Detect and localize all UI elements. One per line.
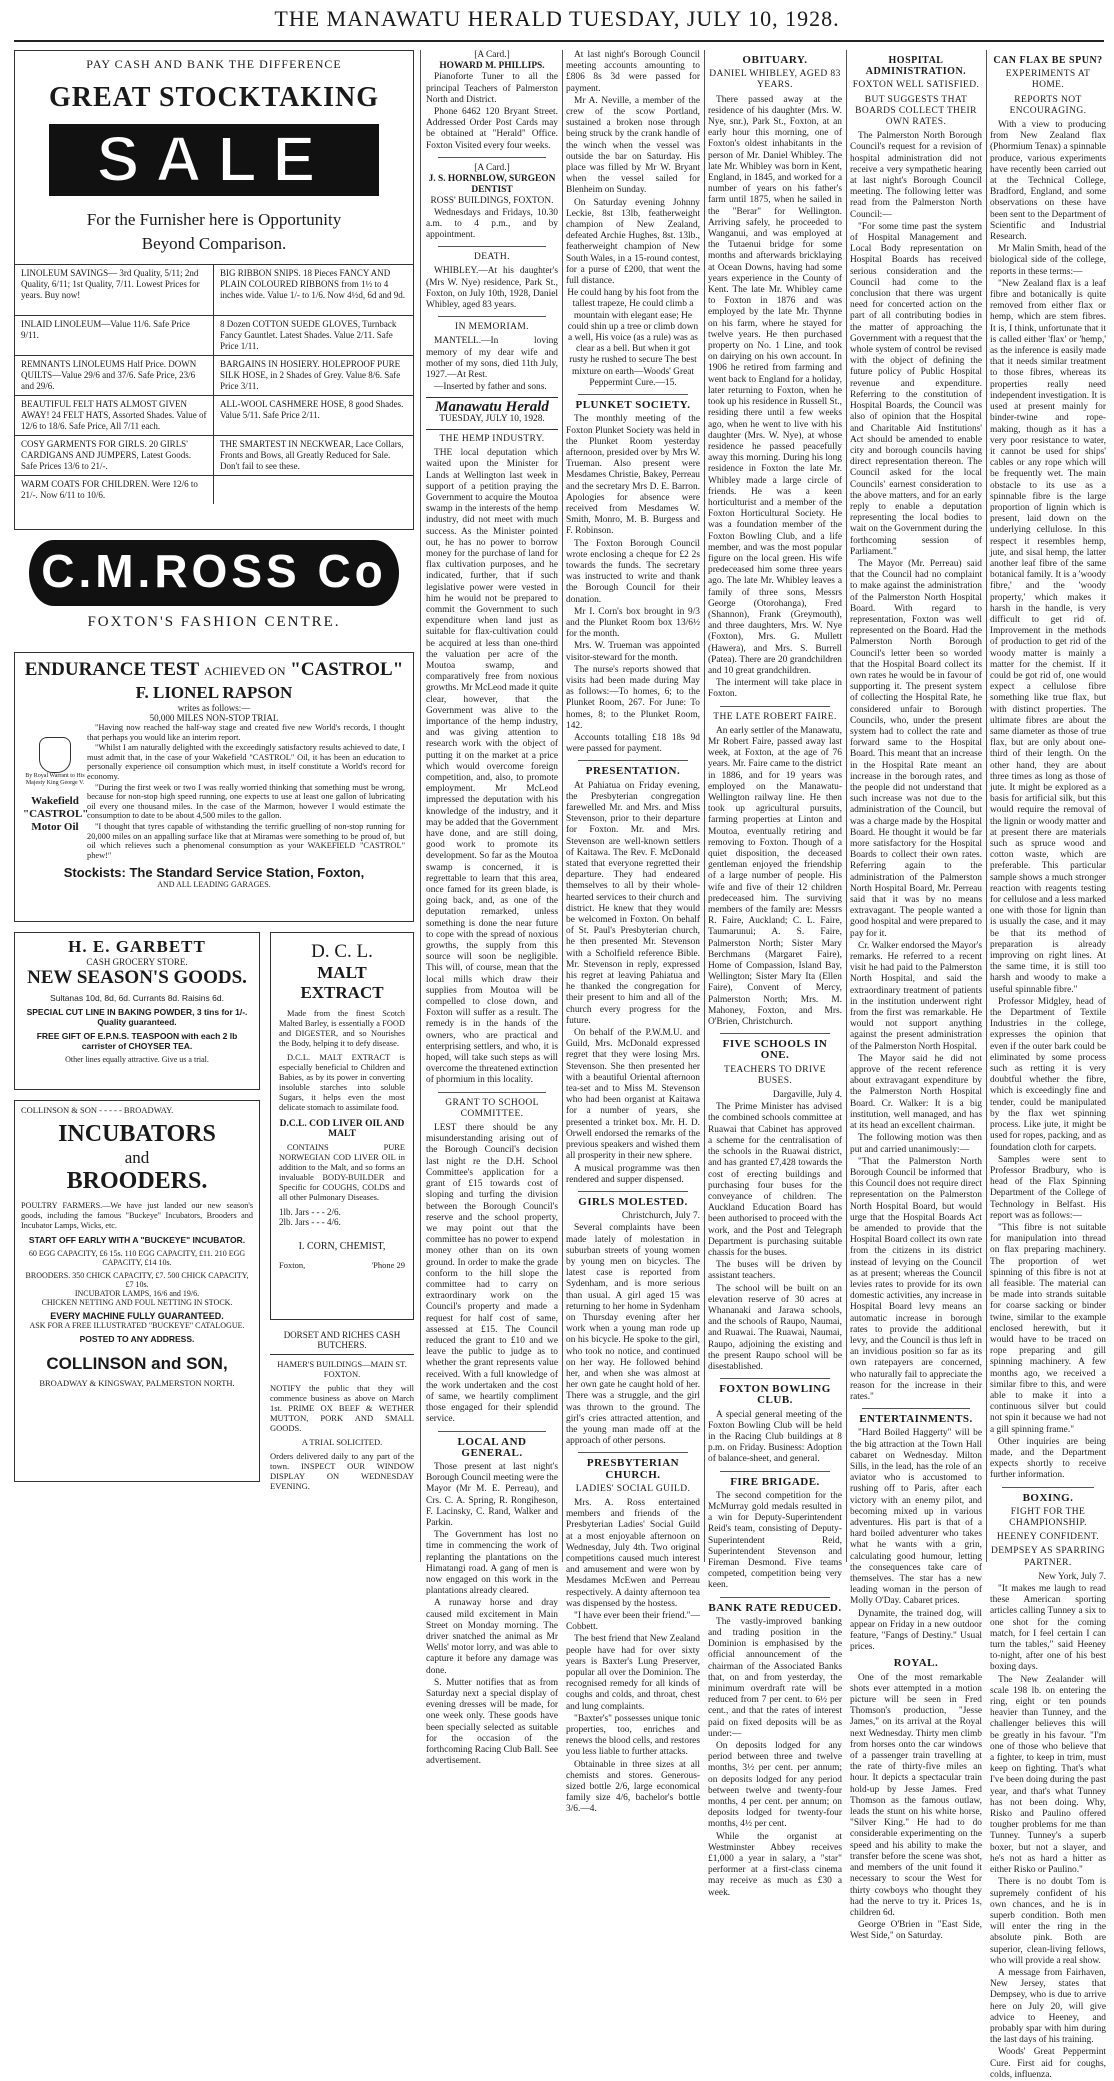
five-schools-sub: TEACHERS TO DRIVE BUSES. xyxy=(724,1064,826,1086)
sale-grid xyxy=(15,264,413,504)
girls-heading: GIRLS MOLESTED. xyxy=(578,1195,688,1208)
royal-p1: One of the most remarkable shots ever attempted in a motion picture will be seen in Fred Thomson's production, "Jesse James," on its arrival at the Royal next Wednesday. Thirty men climb from horses onto the car windows of a passenger train travelling at the rate of thirty-five miles an hour. It depicts a spectacular train hold-up by Jesse James. Fred Thomson as the famous outlaw, leads the stunt on his white horse, "Silver King." He had to do considerable experimenting on the speed and his ability to make the transfer before the scene was shot, and members of the unit found it necessary to scour the West for thirty cowboys who thought they had the nerve to try it. Prices 1s, children 6d. xyxy=(850,1672,982,1918)
castrol-writes: writes as follows:— xyxy=(177,703,251,713)
flax-p3: "New Zealand flax is a leaf fibre and botanically is quite removed from either flax or hemp, which are stem fibres. It is, I think, unfortunate that it is called either 'flax' or 'hemp,' as the inference is easily made that it needs similar treatment to those fibres, whereas its properties really need independent investigation. It is used at present mainly for binder-twine and rope-making, though as it has a very poor resistance to water, it cannot be used for ships' cables or any rope which will be frequently wet. The main obstacle to its use as a spinnable fibre is the large proportion of lignin which is present, laid down on the underlying cellulose. In this respect it resembles hemp, jute, and sisal hemp, the latter another leaf fibre of the same botanical family. It is a 'woody fibre,' and the 'woody property,' which makes it harsh in the handle, is very difficult to get rid of. Improvement in the methods of production to get rid of the woody matter is mainly a matter for the chemist. If it could be got rid of, one would expect a cellulose fibre something like true flax, but with distinct properties. The ultimate fibres are about the same diameter as those of true flax, but are only about one-third of their length. On the other hand, they are about three times as long as those of jute. It might be explored as a basis for artificial silk, but this would require the removal of the lignin or woody matter and at present there are materials such as spruce wood and cotton waste, which are preferable. This particular sample shows a much stronger reaction with reagents testing for cellulose and a less marked one with those for lignin than is usually the case, and it may be that its method of preparation is already improving on right lines. At the same time, it is still too harsh and woody to make a useful spinnable fibre." xyxy=(990,278,1106,995)
card2-head: [A Card.] xyxy=(474,162,510,173)
plunket-p6: Accounts totalling £18 18s 9d were passed for payment. xyxy=(566,732,700,755)
local-heading: LOCAL AND GENERAL. xyxy=(457,1435,527,1459)
castrol-p1: "Having now reached the half-way stage and created five new World's records, I thought that perhaps you would like an interim report. xyxy=(87,723,405,742)
girls-p1: Christchurch, July 7. xyxy=(621,1211,700,1222)
presb-p1: Mrs. A. Ross entertained members and friends of the Presbyterian Ladies' Social Guild at a most enjoyable afternoon on Wednesday, July 4th. Two original competitions caused much interest and amusement and were won by Mesdames McEwen and Perreau respectively. A dainty afternoon tea was dispensed by the hostess. xyxy=(566,1497,700,1609)
ross-ad xyxy=(14,540,414,644)
collinson-p8: ASK FOR A FREE ILLUSTRATED "BUCKEYE" CATALOGUE. xyxy=(29,1321,245,1330)
dcl-ad xyxy=(270,932,414,1320)
ladies-heading: LADIES' SOCIAL GUILD. xyxy=(575,1483,691,1494)
sale-ad xyxy=(14,50,414,530)
castrol-warrant: By Royal Warrant to His Majesty King George V. xyxy=(25,773,85,786)
garbett-l3: FREE GIFT OF E.P.N.S. TEASPOON with each 2 lb carrister of CHOYSER TEA. xyxy=(36,1031,238,1051)
dorset-trial: A TRIAL SOLICITED. xyxy=(301,1437,383,1447)
sale-furnisher: For the Furnisher here is Opportunity xyxy=(86,210,342,229)
castrol-h1c: "CASTROL" xyxy=(290,659,404,680)
entertainments-heading: ENTERTAINMENTS. xyxy=(859,1413,973,1426)
card2-text: Wednesdays and Fridays, 10.30 a.m. to 4 p.m., and by appointment. xyxy=(426,207,558,241)
garbett-name: H. E. GARBETT xyxy=(68,937,206,956)
sale-linoleum: LINOLEUM SAVINGS— 3rd Quality, 5/11; 2nd Quality, 6/11; 1st Quality, 7/11. Lowest Prices for years. Buy now! xyxy=(15,265,214,316)
collinson-p2: START OFF EARLY WITH A "BUCKEYE" INCUBATOR. xyxy=(28,1235,246,1245)
collinson-big1: INCUBATORS xyxy=(58,1121,216,1147)
column-ads xyxy=(14,50,414,1562)
dcl-phone: 'Phone 29 xyxy=(371,1260,405,1270)
column-4 xyxy=(566,50,700,1815)
collinson-p1: POULTRY FARMERS.—We have just landed our new season's goods, including the famous "Buckeye" Incubators, Brooders and Incubator Lamps, Wicks, etc. xyxy=(21,1201,253,1230)
hospital-heading: HOSPITAL ADMINISTRATION. xyxy=(865,55,967,78)
sale-gloves: 8 Dozen COTTON SUEDE GLOVES, Turnback Fancy Gauntlet. Latest Shades. Value 2/11. Safe Price 1/11. xyxy=(214,316,413,356)
sale-neckwear: THE SMARTEST IN NECKWEAR, Lace Collars, Fronts and Bows, all Greatly Reduced for Sale. Don't fail to see these. xyxy=(214,436,413,476)
flax-p7: Other inquiries are being made, and the Department expects shortly to receive further information. xyxy=(990,1436,1106,1481)
presb-p5: Obtainable in three sizes at all chemists and stores. Generous-sized bottle 2/6, large economical family size 4/6, bachelor's bottle 3/6.—4. xyxy=(566,1759,700,1815)
column-6 xyxy=(850,50,983,1942)
plunket-p5: The nurse's reports showed that visits had been made during May as follows:—To homes, 6; to the Plunket Room, 267. For June: To homes, 8; to the Plunket Room, 142. xyxy=(566,664,700,731)
garbett-l4: Other lines equally attractive. Give us a trial. xyxy=(65,1055,209,1064)
card2-name: J. S. HORNBLOW, SURGEON DENTIST xyxy=(428,174,556,196)
herald-date: TUESDAY, JULY 10, 1928. xyxy=(439,413,545,424)
card1-contact: Phone 6462 120 Bryant Street. Addressed Order Post Cards may be obtained at "Herald" Office. Foxton Visited every four weeks. xyxy=(426,107,558,151)
fire-p1: The second competition for the McMurray gold medals resulted in a win for Deputy-Superintendent Reid's team, consisting of Deputy-Superintendent Reid, Superintendent Stevenson and Fireman Desmond. Five teams competed, competition being very keen. xyxy=(708,1490,842,1591)
boxing-p4: There is no doubt Tom is supremely confident of his own chances, and he is in superb condition. Both men will enter the ring in the absolute pink. Both are superior, clean-living fellows, who will provide a real show. xyxy=(990,1877,1106,1966)
sale-beyond: Beyond Comparison. xyxy=(141,234,287,253)
grant-heading: GRANT TO SCHOOL COMMITTEE. xyxy=(445,1097,539,1119)
ross-sub: FOXTON'S FASHION CENTRE. xyxy=(87,614,341,630)
dcl-p1: Made from the finest Scotch Malted Barley, is essentially a FOOD and DIGESTER, and so Nourishes the Body, helping it to defy disease. xyxy=(279,1009,405,1048)
death-heading: DEATH. xyxy=(474,252,510,263)
presentation-p1: At Pahiatua on Friday evening, the Presbyterian congregation farewelled Mr. and Mrs. and Miss Stevenson, prior to their departure for Foxton. Mr. and Mrs. Stevenson are well-known settlers of Kaitawa. The Rev. F. McDonald stated that everyone regretted their departure. They had endeared themselves to all by their whole-hearted services to their church and district. He knew that they would be welcomed in Foxton. On behalf of St. Paul's Presbyterian church, he then presented Mr. Stevenson with a Scholfield reference Bible. Mr. Stevenson in reply, expressed his regret at leaving Pahiatua and he thanked the congregation for their present to him and all of the church every progress for the future. xyxy=(566,780,700,1026)
presentation-heading: PRESENTATION. xyxy=(585,765,681,778)
collinson-p5: INCUBATOR LAMPS, 16/6 and 19/6. xyxy=(74,1289,200,1298)
plunket-p2: The Foxton Borough Council wrote enclosing a cheque for £2 2s towards the funds. The secretary was instructed to write and thank the Borough Council for their donation. xyxy=(566,538,700,605)
obituary-sub: DANIEL WHIBLEY, AGED 83 YEARS. xyxy=(709,69,841,91)
plunket-p3: Mr I. Corn's box brought in 9/3 and the Plunket Room box 13/6½ for the month. xyxy=(566,606,700,640)
hospital-p4: Cr. Walker endorsed the Mayor's remarks. He referred to a recent visit he had paid to the Palmerston North Hospital, and said the extraordinary treatment of patients in the institution underwent right from the first was remarkable. He would not support anything against the present administration of the Palmerston North Hospital. xyxy=(850,940,982,1052)
hemp-text: THE local deputation which waited upon the Minister for Lands at Wellington last week in support of a petition praying the Government to acquire the Moutoa swamp in the interests of the hemp industry, did not meet with much success. As the Minister pointed out, he has no power to borrow money for the purchase of land for flax cultivation purposes, and he indicated, further, that if such legislative power were vested in him he would not be prepared to commit the Government to such expenditure when land just as suitable for flax-cultivation could be acquired at less than one-third the valuation per acre of the Moutoa swamp, and comparatively free from noxious growths. Mr McLeod made it quite clear, however, that the Government was alive to the importance of the hemp industry, and was giving attention to research work with the object of putting it on the market at a price which would overcome foreign competition, and, also, to promote employment. Mr McLeod impressed the deputation with his knowledge of the industry, and it may be added that the Government have done, and are still doing, good work to promote its development. So far as the Moutoa swamp is concerned, it is regrettable to learn that this area, once famed for its green blade, is going back, and, as one of the deputation remarked, unless something is done the near future to cope with the spread of noxious growths, the supply from this source will soon be negligible. This will, of course, mean that the local mills which draw their supplies from Moutoa will be compelled to close down, and Foxton will suffer as a result. The remedy is in the hands of the owners, who are practical and enterprising settlers, and who, it is hoped, will take such steps as will overcome the threatened extinction of phormium in this locality. xyxy=(426,448,558,1086)
hospital-p7: "That the Palmerston North Borough Council be informed that this Council does not require direct representation on the Palmerston North Hospital Board, but would urge that the Hospital Boards Act be amended to provide that the Hospital Board collect its own rate from the citizens in its district instead of levying on the Council as at present; whereas the Council levies rates to provide for its own domestic activities, any increase in Hospital Board levy means an automatic increase in borough rates to provide the additional levy, and the Council is thus left in an invidious position so far as its own ratepayers are concerned, who naturally fail to appreciate the reason for the increase in their rates." xyxy=(850,1156,983,1402)
collinson-p6: CHICKEN NETTING AND FOUL NETTING IN STOCK. xyxy=(41,1298,233,1307)
presentation-p2: On behalf of the P.W.M.U. and Guild, Mrs. McDonald expressed regret that they were losing Mrs. Stevenson. She then presented her with a beautiful Oriental afternoon tea-set and to Miss M. Stevenson who had been organist at Kaitawa for a number of years, she presented a trinket box. Mr. H. D. Orwell endorsed the remarks of the previous speakers and wished them all prosperity in their new sphere. xyxy=(566,1028,700,1162)
dorset-ad xyxy=(270,1330,414,1491)
card2-address: ROSS' BUILDINGS, FOXTON. xyxy=(430,196,554,207)
c4-p2: Mr A. Neville, a member of the crew of the scow Portland, sustained a broken nose through being struck by the crank handle of the winch when the vessel was outside the bar on Saturday. His place was filled by Mr W. Bryant when the vessel sailed for Blenheim on Sunday. xyxy=(566,95,700,196)
flax-heading: CAN FLAX BE SPUN? xyxy=(993,55,1103,66)
plunket-heading: PLUNKET SOCIETY. xyxy=(575,399,691,412)
castrol-brand-block xyxy=(23,723,87,861)
castrol-headline xyxy=(23,659,405,681)
hospital-p1: The Palmerston North Borough Council's request for a revision of hospital administration did not receive a very sympathetic hearing at last night's Borough Council meeting. The following letter was read from the Palmerston North Council:— xyxy=(850,131,982,220)
boxing-p5: A message from Fairhaven, New Jersey, states that Dempsey, who is due to arrive here on July 20, will give advice to Heeney, and probably spar with him during the last days of his training. xyxy=(990,1967,1106,2046)
five-p4: The school will be built on an elevation reserve of 30 acres at Whananaki and Jarawa schools, and the schools of Raupo, Naumai, and Ruawai. The Ruawai, Naumai, Raupo, adjoining the existing and the present Raupo school will be disestablished. xyxy=(708,1283,842,1372)
crest-icon xyxy=(39,737,71,773)
local-p1: Those present at last night's Borough Council meeting were the Mayor (Mr M. E. Perreau), and Crs. C. A. Spring, R. Rongiheson, F. Lacinsky, C. Rand, Walker and Parkin. xyxy=(426,1461,558,1528)
dorset-p1: NOTIFY the public that they will commence business as above on March 1st. PRIME OX BEEF & WETHER MUTTON, PORK AND SMALL GOODS. xyxy=(270,1383,414,1433)
card1-text: Pianoforte Tuner to all the principal Teachers of Palmerston North and District. xyxy=(426,72,558,105)
garbett-l2: SPECIAL CUT LINE IN BAKING POWDER, 3 tins for 1/-. Quality guaranteed. xyxy=(26,1007,248,1027)
bank-p1: The vastly-improved banking and trading position in the Dominion is emphasised by the official announcement of the chairman of the Associated Banks that, on and from yesterday, the minimum overdraft rate will be reduced from 7 per cent. to 6½ per cent., and that the rates of interest paid on fixed deposits will be as under:— xyxy=(708,1616,842,1739)
column-divider xyxy=(704,50,705,1562)
column-7 xyxy=(990,50,1106,2080)
sale-top: PAY CASH AND BANK THE DIFFERENCE xyxy=(86,57,342,71)
garbett-big: NEW SEASON'S GOODS. xyxy=(27,967,247,988)
castrol-p4: "I thought that tyres capable of withstanding the terrific gruelling of non-stop running for 20,000 miles on an appalling surface like that at Miramas were something to be proud of, but oil which relieves such a phenomenal consumption as your WAKEFIELD "CASTROL" phew!" xyxy=(87,821,405,860)
dcl-h2: D.C.L. COD LIVER OIL AND MALT xyxy=(279,1119,405,1139)
c4-p3: On Saturday evening Johnny Leckie, 8st 13lb, featherweight champion of New Zealand, defeated Archie Hughes, 8st. 13lb., featherweight champion of New South Wales, in a 15-round contest, for a purse of £200, that went the full distance. xyxy=(566,197,700,287)
flax-p5: Samples were sent to Professor Bradbury, who is head of the Flax Spinning Department of the College of Technology in Belfast. His report was as follows:— xyxy=(990,1154,1106,1221)
sale-cashmere: ALL-WOOL CASHMERE HOSE, 8 good Shades. Value 5/11. Safe Price 2/11. xyxy=(214,396,413,436)
boxing-p2: "It makes me laugh to read these American sporting articles calling Tunney a six to one shot for the coming match, for I feel certain I can turn the tables," said Heeney to-night, after one of his best boxing days. xyxy=(990,1584,1106,1673)
presbyterian-heading: PRESBYTERIAN CHURCH. xyxy=(586,1457,680,1481)
castrol-h1b: ACHIEVED ON xyxy=(203,664,286,678)
flax-p6: "This fibre is not suitable for manipulation into thread on flax preparing machinery. The proportion of wet spinning of this fibre is not at all feasible. The material can be made into strands suitable for coarse sacking or binder twine, similar to the example enclosed herewith, but it would have to be traced on rope preparing and gill spinning machinery. A few months ago, we received a similar fibre to this, and were able to make it into a continuous silver but could not spin it because we had not a gill spinning frame." xyxy=(990,1222,1106,1435)
five-p3: The buses will be driven by assistant teachers. xyxy=(708,1260,842,1282)
castrol-brand: Wakefield "CASTROL" Motor Oil xyxy=(23,795,89,833)
obituary-heading: OBITUARY. xyxy=(742,54,808,66)
memoriam-text: MANTELL.—In loving memory of my dear wife and mother of my sons, died 11th July, 1927.—At Rest. xyxy=(426,336,558,381)
bank-p3: While the organist at Westminster Abbey receives £1,000 a year in salary, a "star" performer at a first-class cinema may receive as much as £30 a week. xyxy=(708,1831,842,1898)
sale-coats: WARM COATS FOR CHILDREN. Were 12/6 to 21/-. Now 6/11 to 10/6. xyxy=(15,476,214,504)
castrol-p2: "Whilst I am naturally delighted with the exceedingly satisfactory results achieved to date, I must admit that, in the case of your Wakefield "CASTROL" Oil, it has been an education to personally experience oil consumption which must, in itself constitute a World's record for economy. xyxy=(87,743,405,781)
castrol-garages: AND ALL LEADING GARAGES. xyxy=(157,880,271,890)
collinson-p3: 60 EGG CAPACITY, £6 15s. 110 EGG CAPACITY, £11. 210 EGG CAPACITY, £14 10s. xyxy=(28,1249,246,1267)
dcl-t2: MALT EXTRACT xyxy=(300,963,384,1002)
masthead-rule xyxy=(14,40,1104,42)
sale-hosiery: BARGAINS IN HOSIERY. HOLEPROOF PURE SILK HOSE, in 2 Shades of Grey. Value 8/6. Safe Price 3/11. xyxy=(214,356,413,396)
faire-heading: THE LATE ROBERT FAIRE. xyxy=(713,711,837,722)
dcl-p3: CONTAINS PURE NORWEGIAN COD LIVER OIL in addition to the Malt, and so forms an invaluable BODY-BUILDER and Specific for COUGHS, COLDS and all other Pulmonary Diseases. xyxy=(279,1143,405,1202)
five-p1: Dargaville, July 4. xyxy=(772,1090,842,1101)
masthead: THE MANAWATU HERALD TUESDAY, JULY 10, 1928. xyxy=(274,6,840,31)
local-p2: The Government has lost no time in commencing the work of replanting the plantations on the Himatangi road. A gang of men is now engaged on this work in the plantations already cleared. xyxy=(426,1530,558,1597)
hospital-p3: The Mayor (Mr. Perreau) said that the Council had no complaint to make against the administration of the Palmerston North Hospital Board. With regard to representation, Foxton was well represented on the Board. Had the Palmerston North Borough Council's letter been so worded that the Hospital Board collect its own rates he would be in favour of supporting it. The present system of collecting the Hospital Rate, he considered unfair to Borough Councils, who, under the present system had to collect the rate and forward same to the Hospital Board. This meant that an increase in the Hospital Rate meant an increase in the borough rates, and the people did not understand that such increase was not due to the administration of the Council, but was a charge made by the Hospital Board. He thought it would be far more satisfactory for the Hospital Boards to collect their own rates. Referring again to the administration of the Palmerston North Hospital Board, Mr. Perreau said that it was by no means extravagant. The people wanted a good hospital and were prepared to pay for it. xyxy=(850,558,982,939)
ross-logo-text: C.M.ROSS Co xyxy=(41,545,387,597)
royal-p2: George O'Brien in "East Side, West Side," on Saturday. xyxy=(850,1920,982,1942)
local-p4: S. Mutter notifies that as from Saturday next a special display of evening dresses will be made, for one week only. These goods have been specially selected as suitable for the occasion of the forthcoming Racing Club Ball. See advertisement. xyxy=(426,1677,559,1767)
garbett-sub: CASH GROCERY STORE. xyxy=(86,957,188,967)
herald-nameplate: Manawatu Herald xyxy=(435,399,549,416)
death-text: WHIBLEY.—At his daughter's (Mrs W. Nye) residence, Park St., Foxton, on July 10th, 1928, Daniel Whibley, aged 83 years. xyxy=(426,266,558,311)
column-divider xyxy=(562,50,563,1562)
hospital-sub2: BUT SUGGESTS THAT BOARDS COLLECT THEIR OWN RATES. xyxy=(855,94,977,128)
column-5 xyxy=(708,50,842,1898)
grant-text: LEST there should be any misunderstanding arising out of the Borough Council's decision last night re the D.H. School Committee's application for a grant of £15 towards cost of sloping and turfing the division between the Borough Council's reserve and the school property, we may point out that the committee has no power to expend money other than on its own ground. In order to make the grade conform to the hill slope the committee had to carry on extraordinary work on the Council's property and made a request for half cost of same, assessed at £15. The Council reduced the grant to £10 and we leave the public to judge as to whether the grant represents value received. With a full knowledge of the work undertaken and the cost of same, we heartily compliment those engaged for their splendid service. xyxy=(426,1123,558,1425)
card1-head: [A Card.] xyxy=(474,50,510,60)
bowling-heading: FOXTON BOWLING CLUB. xyxy=(719,1383,831,1407)
sale-hats: BEAUTIFUL FELT HATS ALMOST GIVEN AWAY! 24 FELT HATS, Assorted Shades. Value of 12/6 to 18/6. Safe Price, All 7/11 each. xyxy=(15,396,214,436)
hemp-heading: THE HEMP INDUSTRY. xyxy=(439,433,545,444)
faire-p1: An early settler of the Manawatu, Mr Robert Faire, passed away last week, at Foxton, at the age of 76 years. Mr. Faire came to the district in 1886, and for 19 years was employed on the Manawatu-Wellington railway line. He then took up agricultural pursuits, farming properties at Linton and Moutoa, eventually retiring and removing to Foxton. Though of a quiet disposition, the deceased gentleman enjoyed the friendship of a large number of people. His wife and five of their 12 children predeceased him. The surviving members of the family are: Messrs R. Faire, Auckland; C. L. Faire, Taumarunui; A. S. Faire, Palmerston North; Sister Mary Berchmans (Margaret Faire), Home of Compassion, Island Bay, Wellington; Sister Mary Ita (Ellen Faire), Convent of Mercy, Palmerston North; Mrs. M. Mahoney, Foxton, and Mrs. O'Brien, Christchurch. xyxy=(708,725,842,1028)
presb-p2: "I have ever been their friend."—Cobbett. xyxy=(566,1611,700,1633)
castrol-name: F. LIONEL RAPSON xyxy=(135,683,293,702)
collinson-addr: BROADWAY & KINGSWAY, PALMERSTON NORTH. xyxy=(39,1378,235,1388)
fire-heading: FIRE BRIGADE. xyxy=(730,1475,820,1488)
dorset-p2: Orders delivered daily to any part of the town. INSPECT OUR WINDOW DISPLAY ON WEDNESDAY EVENING. xyxy=(270,1451,414,1491)
card1-name: HOWARD M. PHILLIPS. xyxy=(439,61,545,72)
boxing-p3: The New Zealander will scale 198 lb. on entering the ring, eight or ten pounds heavier than Tunney, and the challenger believes this will be greatly in his favour. "I'm one of those who believe that a fighter, to keep in trim, must keep on fighting. That's what I've been doing during the past year, and that's what Tunney has not been doing. Why, Risko and Paulino offered tougher problems for me than Tunney. Tunney's a superb boxer, but not a slayer, and he's not as hard a hitter as either Risko or Paulino." xyxy=(990,1674,1106,1876)
collinson-p7: EVERY MACHINE FULLY GUARANTEED. xyxy=(50,1311,224,1321)
boxing-sub2: HEENEY CONFIDENT. xyxy=(996,1532,1100,1543)
plunket-p1: The monthly meeting of the Foxton Plunket Society was held in the Plunket Room yesterday afternoon, presided over by Mrs W. Trueman. Also present were Mesdames Christie, Bakey, Perreau and the secretary Mrs D. E. Barron. Apologies for absence were received from Mesdames W. Smith, Monro, M. B. Burgess and F. Robinson. xyxy=(566,414,700,537)
bank-p2: On deposits lodged for any period between three and twelve months, 3½ per cent. per annum; on deposits lodged for any period between twelve and twenty-four months, 4 per cent. per annum; on deposits lodged for twenty-four months, 4½ per cent. xyxy=(708,1741,842,1830)
c4-p4: He could hang by his foot from the tallest trapeze, He could climb a mountain with elegant ease; He could shin up a tree or climb down a well, His voice (as a rule) was as clear as a bell. But when it got rusty he rushed to secure The best mixture on earth—Woods' Great Peppermint Cure.—15. xyxy=(567,288,699,388)
sale-title: GREAT STOCKTAKING xyxy=(48,82,379,113)
collinson-big2: BROODERS. xyxy=(66,1168,208,1194)
dorset-h: DORSET AND RICHES CASH BUTCHERS. xyxy=(283,1330,401,1350)
memoriam-heading: IN MEMORIAM. xyxy=(455,322,529,333)
castrol-p3: "During the first week or two I was really worried thinking that something must be wrong, because for non-stop high speed running, one expects to use at least one gallon of lubricating oil every one thousand miles. In the case of the Marmon, however I would estimate the consumption to date to be about 4,500 miles to the gallon. xyxy=(87,782,405,821)
bowling-p1: A special general meeting of the Foxton Bowling Club will be held in the Racing Club buildings at 8 p.m. on Friday. Business: Adoption of balance-sheet, and general. xyxy=(708,1409,842,1465)
sale-inlaid: INLAID LINOLEUM—Value 11/6. Safe Price 9/11. xyxy=(15,316,214,356)
flax-p2: Mr Malin Smith, head of the biological side of the college, reports in these terms:— xyxy=(990,244,1106,277)
collinson-bottom: COLLINSON and SON, xyxy=(46,1354,228,1373)
girls-p2: Several complaints have been made lately of molestation in suburban streets of young women by young men on bicycles. The latest case is reported from Sydenham, and is more serious than usual. A girl aged 15 was returning to her home in Sydenham on Thursday evening after her work when a young man rode up on his bicycle. He spoke to the girl, who took no notice, and continued on her way. He followed behind her, and when she was almost at her own gate he caught hold of her. There was a struggle, and the girl was thrown to the ground. The girl's cries attracted attention, and the young man made off at the approach of other persons. xyxy=(566,1223,700,1447)
royal-heading: ROYAL. xyxy=(893,1657,939,1670)
collinson-ad xyxy=(14,1100,260,1482)
castrol-ad xyxy=(14,652,414,922)
obituary-p1: There passed away at the residence of his daughter (Mrs. W. Nye, snr.), Park St., Foxton, at an early hour this morning, one of Foxton's oldest inhabitants in the person of Mr. Daniel Whibley. The late Mr. Whibley was born in Kent, England, in 1845, and worked for a number of years on his father's farm until 1875, when he sailed in the "Berar" for Wellington. Arriving safely, he proceeded to Wanganui, and was employed at the Tutaenui bridge for some months and afterwards bricklaying at Ocean Downs, having had some years experience in the County of Kent. The late Mr. Whibley came to Foxton in 1876 and was employed by the late Mr. Thynne on his farm, where he stayed for twelve years. He then purchased property on No. 1 Line, and took on dairying on his own account. In 1906 he retired from farming and went back to England for a holiday, later returning to Foxton, when he took up his residence in Russell St., residing there until a few weeks ago, when he went to live with his daughter (Mrs. W. Nye), at whose residence he passed peacefully away this morning. During his long residence in Foxton the late Mr. Whibley made a large circle of friends. He was a keen horticulturist and a member of the Foxton Horticultural Society. He was a foundation member of the Foxton Bowling Club, and a life member, and was the most popular figure on the local green. His wife predeceased him some three years ago. The late Mr. Whibley leaves a family of three sons, Messrs George (Otorohanga), Fred (Shannon), Frank (Greymouth), and three daughters, Mrs. W. Nye (Foxton), Mrs. G. Mullett (Hawera), and Mrs. S. Burrell (Patea). There are 20 grandchildren and 10 great grandchildren. xyxy=(708,94,842,676)
dcl-p4: 1lb. Jars - - - 2/6. xyxy=(279,1207,341,1217)
flax-p1: With a view to producing from New Zealand flax (Phormium Tenax) a spinnable produce, various experiments have recently been carried out at the Technical College, Bradford, England, and some observations on these have been sent to the Department of Scientific and Industrial Research. xyxy=(990,120,1106,243)
presb-p3: The best friend that New Zealand people have had for over sixty years is Baxter's Lung Preserver, popular all over the Dominion. The recognised remedy for all kinds of coughs and colds, and throat, chest and lung complaints. xyxy=(566,1634,700,1712)
boxing-sub: FIGHT FOR THE CHAMPIONSHIP. xyxy=(1009,1506,1087,1528)
castrol-trial: 50,000 MILES NON-STOP TRIAL xyxy=(149,713,279,723)
hospital-p2: "For some time past the system of Hospital Management and Local Body representation on Hospital Boards has received serious consideration and the Council had come to the conclusion that there was urgent need for concerted action on the part of all contributing bodies in the matter of approaching the Government with a request that the whole system of control be revised with the object of defining the future policy of Public Hospital revenue and expenditure. Referring to the constitution of Hospital Boards, the Council was also of opinion that the Hospital and Charitable Aid Institutions' Act should be amended to enable city and borough councils having direct representation thereon. The Council asked for the local Councils' earnest consideration to the above matters, and for an early reply to enable a deputation representing the local bodies to wait on the Government during the forthcoming session of Parliament." xyxy=(850,221,982,557)
flax-p4: Professor Midgley, head of the Department of Textile Industries in the college, expresses the opinion that even if the outer bark could be eliminated by some process such as retting it is very doubtful whether the fibre, which is exceedingly fine and tender, could be manipulated by the flax wet spinning process. Like jute, it might be used for ropes, packing, and as foundation cloth for carpets. xyxy=(990,996,1106,1153)
castrol-h1: ENDURANCE TEST xyxy=(24,659,200,680)
flax-sub: EXPERIMENTS AT HOME. xyxy=(1005,69,1091,91)
hospital-p6: The following motion was then put and carried unanimously:— xyxy=(850,1133,982,1155)
sale-ribbons: BIG RIBBON SNIPS. 18 Pieces FANCY AND PLAIN COLOURED RIBBONS from 1½ to 4 inches wide. Value 1/- to 1/6. Now 4½d, 6d and 9d. xyxy=(214,265,413,316)
collinson-p4: BROODERS. 350 CHICK CAPACITY, £7. 500 CHICK CAPACITY, £7 10s. xyxy=(25,1271,249,1289)
five-schools-heading: FIVE SCHOOLS IN ONE. xyxy=(722,1038,828,1062)
hospital-sub: FOXTON WELL SATISFIED. xyxy=(852,80,980,91)
ent-p1: "Hard Boiled Haggerty" will be the big attraction at the Town Hall cabaret on Wednesday. Milton Sills, in the lead, has the role of an aviator who is accustomed to rushing off to Paris, after each victory with an enemy pilot, and becoming mixed up in various adventures. His part is that of a hard boiled adventurer who takes what he wants with a grin, calculating good humour, letting the consequences take care of themselves. The star has a new leading woman in the person of Molly O'Day. Cabaret prices. xyxy=(850,1428,982,1607)
sale-remnants: REMNANTS LINOLEUMS Half Price. DOWN QUILTS—Value 29/6 and 37/6. Safe Price, 23/6 and 29/6. xyxy=(15,356,214,396)
collinson-p9: POSTED TO ANY ADDRESS. xyxy=(79,1334,195,1344)
memoriam-inserted: —Inserted by father and sons. xyxy=(434,382,547,393)
presb-p4: "Baxter's" possesses unique tonic properties, too, enriches and renews the blood cells, and restores you less liable to further attacks. xyxy=(566,1713,700,1758)
dcl-p2: D.C.L. MALT EXTRACT is especially beneficial to Children and Babies, as by its power in converting insoluble starches into soluble Sugars, it helps even the most delicate stomach to assimilate food. xyxy=(279,1053,405,1112)
sale-banner xyxy=(49,124,379,196)
garbett-ad xyxy=(14,932,260,1090)
boxing-heading: BOXING. xyxy=(1022,1491,1074,1504)
dcl-foxton: Foxton, xyxy=(279,1260,306,1270)
boxing-p6: Woods' Great Peppermint Cure. First aid for coughs, colds, influenza. xyxy=(990,2047,1106,2080)
boxing-p1: New York, July 7. xyxy=(1038,1571,1106,1582)
ross-logo xyxy=(29,540,399,606)
sale-girls: COSY GARMENTS FOR GIRLS. 20 GIRLS' CARDIGANS AND JUMPERS, Latest Goods. Safe Prices 13/6 to 21/-. xyxy=(15,436,214,476)
dcl-chem: I. CORN, CHEMIST, xyxy=(298,1241,386,1252)
column-divider xyxy=(846,50,847,1562)
presentation-p3: A musical programme was then rendered and supper dispensed. xyxy=(566,1163,700,1185)
flax-sub2: REPORTS NOT ENCOURAGING. xyxy=(1009,94,1087,116)
ent-p2: Dynamite, the trained dog, will appear on Friday in a new outdoor feature, "Fangs of Destiny." Usual prices. xyxy=(850,1608,982,1653)
obituary-p2: The interment will take place in Foxton. xyxy=(708,678,842,700)
dcl-t1: D. C. L. xyxy=(311,941,373,962)
collinson-and: and xyxy=(124,1148,150,1167)
five-p2: The Prime Minister has advised the combined schools committee at Ruawai that Cabinet has approved a scheme for the centralisation of the schools in the Ruawai district, and has granted £7,428 towards the cost of erecting buildings and purchasing four buses for the conveyance of children. The Auckland Education Board has been authorised to proceed with the work, and the Post and Telegraph Department is purchasing suitable chassis for the buses. xyxy=(708,1102,842,1258)
hospital-p5: The Mayor said he did not approve of the recent reference about extravagant expenditure by the Palmerston North Hospital Board. Cr. Walker: It is a big institution, well managed, and has at its head an excellent chairman. xyxy=(850,1053,982,1132)
column-3 xyxy=(426,50,559,1767)
collinson-top: COLLINSON & SON - - - - - BROADWAY. xyxy=(21,1105,174,1115)
c4-p1: At last night's Borough Council meeting accounts amounting to £806 8s 3d were passed for payment. xyxy=(566,50,700,94)
dcl-p5: 2lb. Jars - - - 4/6. xyxy=(279,1217,341,1227)
column-divider xyxy=(420,50,421,1562)
sale-word: SALE xyxy=(96,123,332,195)
column-divider xyxy=(986,50,987,1562)
plunket-p4: Mrs. W. Trueman was appointed visitor-steward for the month. xyxy=(566,641,700,663)
boxing-sub3: DEMPSEY AS SPARRING PARTNER. xyxy=(990,1546,1106,1568)
dorset-sub: HAMER'S BUILDINGS—MAIN ST. FOXTON. xyxy=(277,1359,407,1379)
garbett-l1: Sultanas 10d, 8d, 6d. Currants 8d. Raisins 6d. xyxy=(50,993,224,1003)
castrol-stockists: Stockists: The Standard Service Station, Foxton, xyxy=(63,865,365,881)
bank-heading: BANK RATE REDUCED. xyxy=(708,1601,842,1614)
local-p3: A runaway horse and dray caused mild excitement in Main Street on Monday morning. The driver snatched the animal as Mr Wells' motor lorry, and was able to capture it before any damage was done. xyxy=(426,1598,558,1676)
